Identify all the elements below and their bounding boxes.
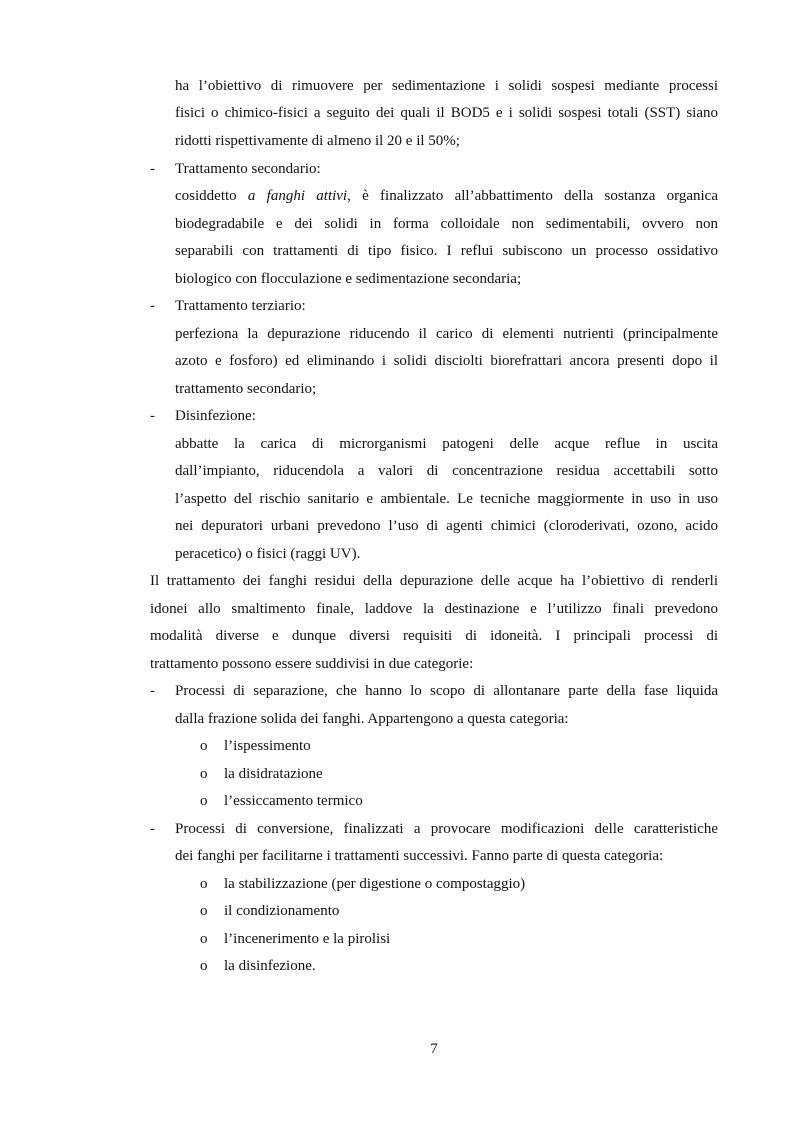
text-line: ha l’obiettivo di rimuovere per sedimentazione i solidi sospesi mediante processi <box>175 78 718 94</box>
text-line: ridotti rispettivamente di almeno il 20 e il 50%; <box>175 133 460 149</box>
text-line: azoto e fosforo) ed eliminando i solidi disciolti biorefrattari ancora presenti dopo il <box>175 353 718 369</box>
text-line: cosiddetto a fanghi attivi, è finalizzato all’abbattimento della sostanza organica <box>175 188 718 204</box>
text-line: biologico con flocculazione e sedimentazione secondaria; <box>175 271 522 287</box>
text-line: abbatte la carica di microrganismi patogeni delle acque reflue in uscita <box>175 436 718 452</box>
text-line: perfeziona la depurazione riducendo il carico di elementi nutrienti (principalmente <box>175 326 718 342</box>
bullet-marker: o <box>200 903 208 919</box>
text-line: Processi di separazione, che hanno lo scopo di allontanare parte della fase liquida <box>175 683 718 699</box>
text-line: dalla frazione solida dei fanghi. Appartengono a questa categoria: <box>175 711 569 727</box>
bullet-marker: o <box>200 793 208 809</box>
bullet-marker: o <box>200 958 208 974</box>
list-item: l’essiccamento termico <box>224 793 363 809</box>
item-title: Trattamento secondario: <box>175 161 321 177</box>
list-item: la disinfezione. <box>224 958 316 974</box>
text-line: biodegradabile e dei solidi in forma colloidale non sedimentabili, ovvero non <box>175 216 718 232</box>
bullet-marker: o <box>200 766 208 782</box>
text-line: peracetico) o fisici (raggi UV). <box>175 546 361 562</box>
list-dash: - <box>150 408 155 424</box>
item-title: Trattamento terziario: <box>175 298 306 314</box>
text-line: trattamento possono essere suddivisi in due categorie: <box>150 656 474 672</box>
bullet-marker: o <box>200 931 208 947</box>
page-number: 7 <box>430 1041 438 1057</box>
list-dash: - <box>150 821 155 837</box>
list-dash: - <box>150 683 155 699</box>
emphasis-text: a fanghi attivi <box>247 188 348 204</box>
list-item: l’incenerimento e la pirolisi <box>224 931 391 947</box>
list-dash: - <box>150 298 155 314</box>
text-line: l’aspetto del rischio sanitario e ambientale. Le tecniche maggiormente in uso in uso <box>175 491 718 507</box>
text-line: Processi di conversione, finalizzati a provocare modificazioni delle caratteristiche <box>175 821 718 837</box>
bullet-marker: o <box>200 876 208 892</box>
text-line: dall’impianto, riducendola a valori di concentrazione residua accettabili sotto <box>175 463 718 479</box>
list-item: il condizionamento <box>224 903 340 919</box>
text-line: idonei allo smaltimento finale, laddove la destinazione e l’utilizzo finali prevedono <box>150 601 718 617</box>
item-title: Disinfezione: <box>175 408 256 424</box>
text-line: fisici o chimico-fisici a seguito dei quali il BOD5 e i solidi sospesi totali (SST) siano <box>175 105 718 121</box>
text-line: separabili con trattamenti di tipo fisico. I reflui subiscono un processo ossidativo <box>175 243 718 259</box>
list-item: l’ispessimento <box>224 738 311 754</box>
text-line: nei depuratori urbani prevedono l’uso di agenti chimici (cloroderivati, ozono, acido <box>175 518 718 534</box>
list-dash: - <box>150 161 155 177</box>
text-line: dei fanghi per facilitarne i trattamenti successivi. Fanno parte di questa categoria: <box>175 848 664 864</box>
bullet-marker: o <box>200 738 208 754</box>
text-line: modalità diverse e dunque diversi requisiti di idoneità. I principali processi di <box>150 628 718 644</box>
text-line: Il trattamento dei fanghi residui della depurazione delle acque ha l’obiettivo di renderli <box>150 573 718 589</box>
list-item: la disidratazione <box>224 766 323 782</box>
text-line: trattamento secondario; <box>175 381 317 397</box>
list-item: la stabilizzazione (per digestione o compostaggio) <box>224 876 526 892</box>
